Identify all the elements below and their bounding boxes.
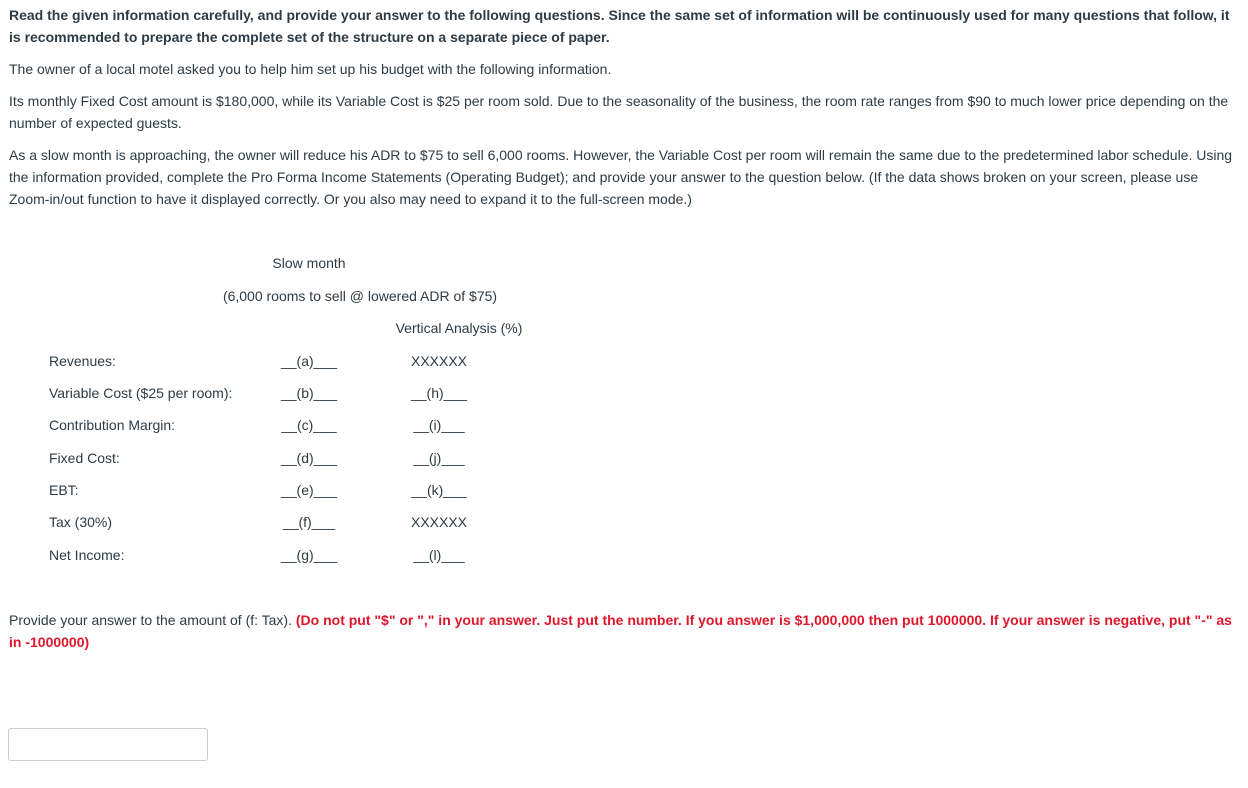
amount-cell: __(a)___ (280, 353, 338, 369)
table-heading: Slow month (272, 255, 346, 271)
vertical-analysis-header: Vertical Analysis (%) (395, 320, 523, 336)
row-label: Variable Cost ($25 per room): (49, 385, 233, 401)
amount-cell: __(f)___ (282, 514, 336, 530)
amount-cell: __(c)___ (281, 417, 337, 433)
intro-paragraph-2: Its monthly Fixed Cost amount is $180,000, while its Variable Cost is $25 per room sold. Due to the seasonality of the business, the room rate ranges from $90 to much lower price depending on the number of expected guests. (9, 93, 1229, 131)
row-label: Fixed Cost: (49, 450, 120, 466)
amount-cell: __(g)___ (280, 547, 338, 563)
vertical-analysis-cell: XXXXXX (410, 353, 468, 369)
intro-paragraph-1: The owner of a local motel asked you to help him set up his budget with the following information. (9, 61, 612, 77)
vertical-analysis-cell: __(i)___ (413, 417, 465, 433)
instructions-text: Read the given information carefully, and provide your answer to the following questions. Since the same set of information will be continuously used for many questions that follow, it is recommended to prepare the complete set of the structure on a separate piece of paper. (9, 7, 1230, 45)
answer-input[interactable] (8, 728, 208, 761)
question-prompt: Provide your answer to the amount of (f: Tax). (9, 612, 296, 628)
table-subheading: (6,000 rooms to sell @ lowered ADR of $75) (222, 288, 498, 304)
amount-cell: __(b)___ (280, 385, 338, 401)
intro-paragraph-3: As a slow month is approaching, the owner will reduce his ADR to $75 to sell 6,000 rooms. However, the Variable Cost per room will remain the same due to the predetermined labor schedule. Using the information provided, complete the Pro Forma Income Statements (Operating Budget); and provide your answer to the question below. (If the data shows broken on your screen, please use Zoom-in/out function to have it displayed correctly. Or you also may need to expand it to the full-screen mode.) (9, 147, 1233, 207)
question-text (9, 609, 1237, 653)
row-label: Net Income: (49, 547, 125, 563)
row-label: Tax (30%) (49, 514, 113, 530)
amount-cell: __(e)___ (280, 482, 338, 498)
row-label: Contribution Margin: (49, 417, 176, 433)
amount-cell: __(d)___ (280, 450, 338, 466)
vertical-analysis-cell: __(h)___ (410, 385, 468, 401)
vertical-analysis-cell: __(l)___ (413, 547, 465, 563)
vertical-analysis-cell: XXXXXX (410, 514, 468, 530)
row-label: EBT: (49, 482, 79, 498)
question-note: (Do not put "$" or "," in your answer. Just put the number. If you answer is $1,000,000 then put 1000000. If your answer is negative, put "-" as in -1000000) (9, 612, 1232, 650)
row-label: Revenues: (49, 353, 116, 369)
vertical-analysis-cell: __(k)___ (411, 482, 467, 498)
vertical-analysis-cell: __(j)___ (413, 450, 465, 466)
